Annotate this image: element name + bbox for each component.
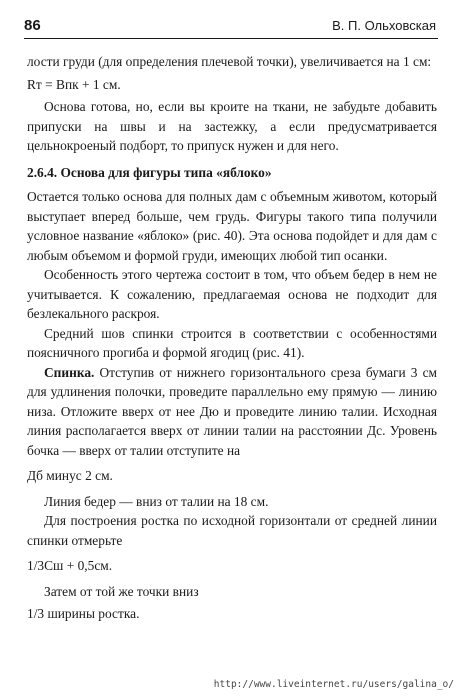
paragraph: Основа готова, но, если вы кроите на ткани, не забудьте добавить припуски на швы и на застежку, а если предусматривается цельнокроеный подборт, то припуск нужен и для него.: [27, 99, 437, 153]
formula: 1/3Сш + 0,5см.: [27, 558, 113, 573]
paragraph: [27, 363, 437, 461]
formula: Дб минус 2 см.: [27, 468, 113, 483]
run-in-heading: Спинка.: [44, 364, 95, 380]
paragraph-text: Отступив от нижнего горизонтального среза бумаги 3 см для удлинения полочки, проведите параллельно ему прямую — линию низа. Отложите вверх от нее Дю и проведите линию талии. Исходная линия располагается вверх от линии талии на расстоянии Дс. Уровень бочка — вверх от талии отступите на: [27, 364, 437, 458]
formula: 1/3 ширины ростка.: [27, 606, 140, 621]
section-heading: 2.6.4. Основа для фигуры типа «яблоко»: [27, 164, 272, 180]
paragraph: лости груди (для определения плечевой точки), увеличивается на 1 см:: [27, 54, 432, 69]
paragraph: Остается только основа для полных дам с объемным животом, который выступает вперед больше, чем грудь. Фигуры такого типа получили условное название «яблоко» (рис. 40). Эта основа подойдет и для дам с любым объемом и формой груди, имеющих любой тип осанки.: [27, 189, 437, 263]
formula: Rт = Впк + 1 см.: [27, 76, 121, 92]
page-body: [27, 52, 437, 627]
paragraph: Для построения ростка по исходной горизонтали от средней линии спинки отмерьте: [27, 513, 437, 548]
paragraph: Затем от той же точки вниз: [44, 583, 199, 599]
paragraph: Особенность этого чертежа состоит в том, что объем бедер в нем не учитывается. К сожалению, предлагаемая основа не подходит для безлекального раскроя.: [27, 267, 437, 321]
paragraph: Средний шов спинки строится в соответствии с особенностями поясничного прогиба и формой ягодиц (рис. 41).: [27, 325, 437, 360]
paragraph: Линия бедер — вниз от талии на 18 см.: [44, 493, 269, 509]
page-number: 86: [24, 17, 41, 34]
watermark-url: http://www.liveinternet.ru/users/galina_o/: [213, 679, 454, 690]
page-header: [24, 14, 438, 39]
running-head-author: В. П. Ольховская: [332, 18, 436, 33]
